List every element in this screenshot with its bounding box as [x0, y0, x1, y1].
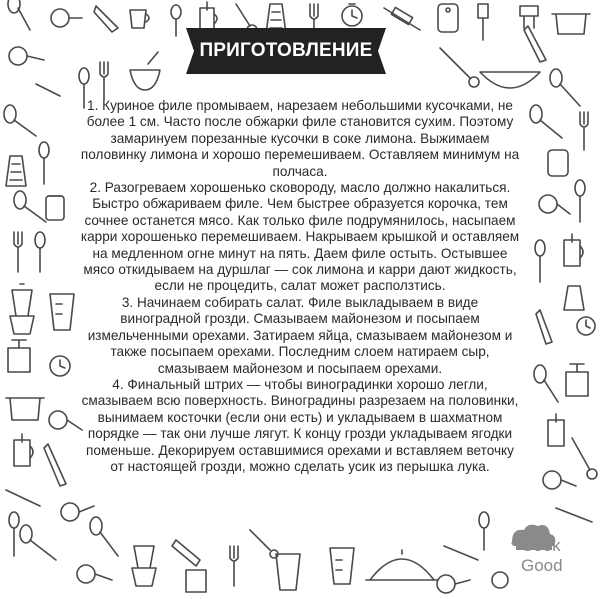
- recipe-step: 3. Начинаем собирать салат. Филе выкладываем в виде виноградной грозди. Смазываем майонезом и посыпаем измельченными орехами. Затираем яйца, смазываем майонезом и также посыпаем орехами. Последним слоем натираем сыр, смазываем майонезом и посыпаем орехами.: [87, 294, 513, 376]
- rolling-pin-icon: [556, 508, 592, 522]
- page-title: ПРИГОТОВЛЕНИЕ: [199, 40, 373, 61]
- whisk-icon: [20, 525, 56, 560]
- cutting-board-icon: [438, 4, 458, 32]
- spoon-icon: [35, 232, 45, 272]
- fish-spatula-icon: [478, 4, 488, 40]
- moka-pot-icon: [10, 284, 34, 334]
- whisk-icon: [14, 191, 46, 222]
- coffee-grinder-icon: [8, 340, 30, 372]
- spoon-icon: [171, 5, 181, 36]
- logo-text: [521, 536, 563, 576]
- ladle-icon: [572, 438, 597, 479]
- pot-icon: [6, 398, 44, 420]
- spoon-icon: [39, 142, 49, 184]
- measuring-cup-icon: [50, 294, 74, 330]
- knife-icon: [524, 26, 546, 62]
- ladle-icon: [250, 530, 278, 558]
- cloche-icon: [366, 550, 438, 580]
- ladle-icon: [440, 48, 479, 87]
- timer-icon: [342, 4, 362, 26]
- rolling-pin-icon: [444, 546, 478, 560]
- spoon-icon: [575, 180, 585, 222]
- timer-icon: [577, 317, 595, 335]
- bowl-icon: [480, 72, 540, 88]
- spoon-icon: [9, 512, 19, 556]
- spoon-icon: [535, 240, 545, 282]
- measuring-cup-icon: [330, 548, 354, 584]
- mortar-icon: [130, 52, 160, 90]
- grater-icon: [6, 156, 26, 186]
- pan-icon: [51, 9, 82, 27]
- fork-icon: [14, 232, 22, 272]
- title-banner: [186, 28, 386, 74]
- pan-icon: [543, 471, 576, 489]
- moka-pot-icon: [132, 546, 156, 586]
- knife-icon: [44, 444, 66, 486]
- fork-icon: [100, 62, 108, 100]
- knife-icon: [536, 310, 552, 344]
- logo-word-good: Good: [521, 556, 563, 575]
- recipe-step: 4. Финальный штрих — чтобы виноградинки хорошо легли, смазываем всю поверхность. Виноградины разрезаем на половинки, вынимаем косточки (если они есть) и укладываем в шахматном порядке — так они лучше лягут. К концу грозди укладываем ягодки поменьше. Декорируем оставшимися орехами и вставляем веточку от настоящей грозди, можно сделать усик из перышка лука.: [81, 376, 519, 474]
- whisk-icon: [4, 105, 36, 136]
- whisk-icon: [530, 105, 562, 138]
- coffee-grinder-icon: [186, 570, 206, 592]
- jar-icon: [46, 196, 64, 220]
- rolling-pin-icon: [384, 7, 420, 30]
- french-press-icon: [548, 414, 564, 446]
- timer-icon: [50, 356, 70, 376]
- whisk-icon: [8, 0, 30, 30]
- recipe-steps: [80, 98, 520, 518]
- knife-icon: [94, 6, 118, 32]
- pan-icon: [49, 411, 82, 430]
- french-press-icon: [200, 2, 217, 30]
- pot-icon: [552, 14, 590, 34]
- knife-icon: [172, 540, 200, 566]
- pan-icon: [77, 565, 112, 583]
- cup-icon: [130, 10, 149, 28]
- logo-word-cook: Cook: [521, 536, 561, 555]
- recipe-step: 1. Куриное филе промываем, нарезаем небольшими кусочками, не более 1 см. Часто после обжарки филе становится сухим. Поэтому замаринуем порезанные кусочки в соке лимона. Выжимаем половинку лимона и хорошо перемешиваем. Оставляем минимум на полчаса.: [80, 98, 520, 179]
- mixer-icon: [520, 6, 538, 28]
- rolling-pin-icon: [36, 84, 60, 96]
- rolling-pin-icon: [6, 490, 40, 506]
- whisk-icon: [550, 69, 580, 106]
- fork-icon: [580, 112, 588, 150]
- pan-icon: [539, 195, 570, 214]
- whisk-icon: [90, 517, 118, 556]
- french-press-icon: [564, 234, 583, 266]
- coffee-grinder-icon: [566, 364, 588, 396]
- pan-icon: [9, 47, 44, 65]
- measuring-cup-icon: [276, 554, 300, 590]
- cutting-board-icon: [548, 150, 568, 176]
- french-press-icon: [14, 434, 33, 466]
- fork-icon: [230, 546, 238, 586]
- grater-icon: [564, 286, 584, 310]
- recipe-step: 2. Разогреваем хорошенько сковороду, масло должно накалиться. Быстро обжариваем филе. Чем быстрее образуется корочка, тем сочнее останется мясо. Как только филе подрумянилось, насыпаем карри хорошенько перемешиваем. Накрываем крышкой и оставляем на медленном огне минут на пять. Даем филе остыть. Остывшее мясо откидываем на дуршлаг — сок лимона и карри дают жидкость, если не процедить, салат может расползтись.: [80, 180, 520, 294]
- pan-icon: [437, 575, 470, 593]
- whisk-icon: [534, 365, 558, 402]
